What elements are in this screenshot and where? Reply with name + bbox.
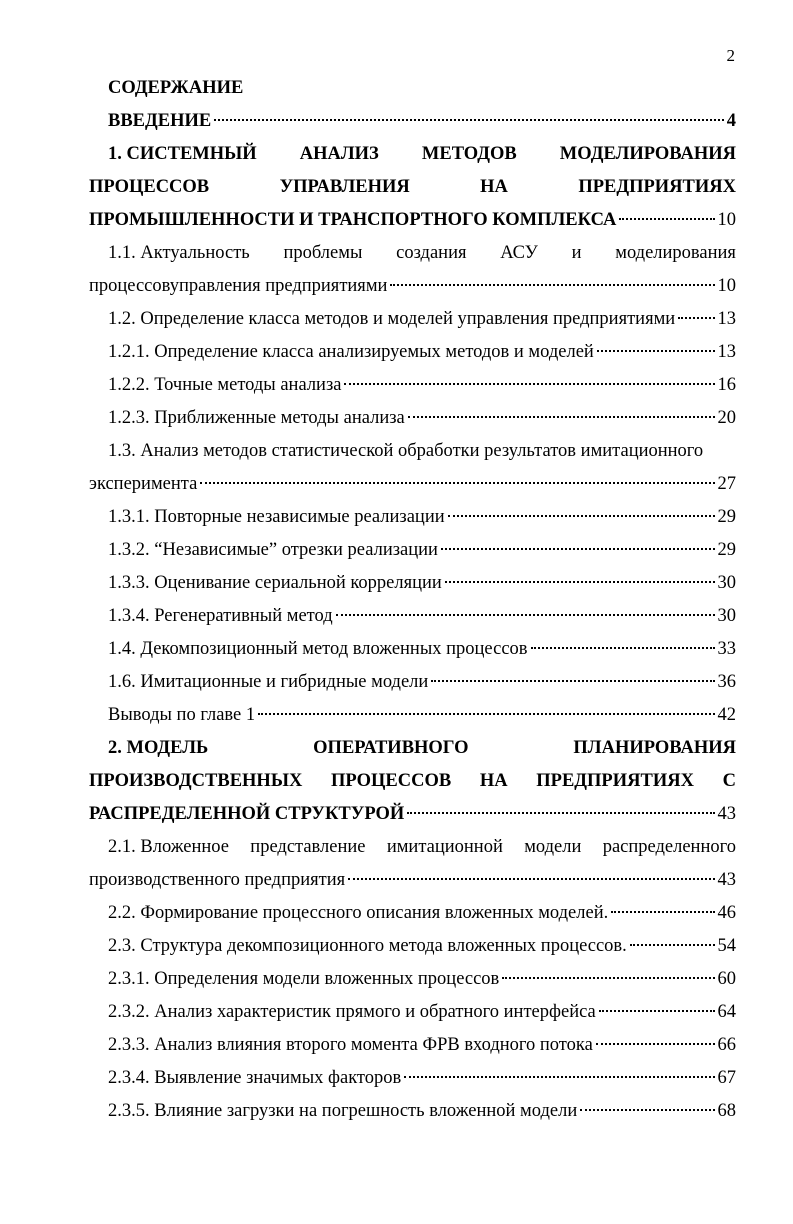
- word: АСУ: [500, 243, 538, 263]
- toc-section-1-2[interactable]: [89, 303, 736, 336]
- toc-section-2-3-1[interactable]: [89, 963, 736, 996]
- dot-leader: [214, 119, 724, 121]
- dot-leader: [597, 350, 715, 352]
- toc-section-2-2[interactable]: [89, 897, 736, 930]
- toc-section-1-3-line-2[interactable]: [89, 468, 736, 501]
- toc-section-2-3-2[interactable]: [89, 996, 736, 1029]
- entry-page: 60: [717, 969, 736, 989]
- toc-chapter-1-line-2[interactable]: [89, 171, 736, 204]
- entry-page: 20: [717, 408, 736, 428]
- word: 2. МОДЕЛЬ: [108, 738, 209, 758]
- toc-section-2-1-line-1[interactable]: [89, 831, 736, 864]
- dot-leader: [407, 812, 714, 814]
- toc-heading: СОДЕРЖАНИЕ: [108, 78, 244, 98]
- entry-title: 2.3.2. Анализ характеристик прямого и обратного интерфейса: [108, 1002, 596, 1022]
- toc-section-2-3-4[interactable]: [89, 1062, 736, 1095]
- dot-leader: [678, 317, 714, 319]
- toc-section-2-3-5[interactable]: [89, 1095, 736, 1128]
- entry-title: 1.4. Декомпозиционный метод вложенных процессов: [108, 639, 528, 659]
- word: АНАЛИЗ: [299, 144, 379, 164]
- word: 2.1. Вложенное: [108, 837, 229, 857]
- toc-section-2-3[interactable]: [89, 930, 736, 963]
- entry-title: 1.2.2. Точные методы анализа: [108, 375, 342, 395]
- dot-leader: [390, 284, 714, 286]
- word: и: [571, 243, 582, 263]
- word: ПРОЦЕССОВ: [89, 177, 210, 197]
- word: ПРОЦЕССОВ: [331, 771, 452, 791]
- toc-section-1-2-1[interactable]: [89, 336, 736, 369]
- entry-page: 29: [717, 507, 736, 527]
- word: представление: [250, 837, 366, 857]
- entry-page: 30: [717, 606, 736, 626]
- entry-page: 13: [717, 342, 736, 362]
- entry-page: 68: [717, 1101, 736, 1121]
- toc-section-2-1-line-2[interactable]: [89, 864, 736, 897]
- word: ПРЕДПРИЯТИЯХ: [536, 771, 694, 791]
- entry-title: 1.3.2. “Независимые” отрезки реализации: [108, 540, 438, 560]
- entry-title: процессовуправления предприятиями: [89, 276, 388, 296]
- dot-leader: [596, 1043, 715, 1045]
- dot-leader: [619, 218, 714, 220]
- toc-section-1-6[interactable]: [89, 666, 736, 699]
- toc-section-1-3-4[interactable]: [89, 600, 736, 633]
- dot-leader: [344, 383, 714, 385]
- toc-section-1-3-3[interactable]: [89, 567, 736, 600]
- entry-title: 2.3.5. Влияние загрузки на погрешность вложенной модели: [108, 1101, 578, 1121]
- toc-section-1-3-line-1[interactable]: 1.3. Анализ методов статистической обработки результатов имитационного: [108, 441, 704, 461]
- word: модели: [524, 837, 582, 857]
- toc-chapter-2-line-2[interactable]: [89, 765, 736, 798]
- toc-section-1-3-1[interactable]: [89, 501, 736, 534]
- table-of-contents: [89, 72, 736, 1128]
- word: УПРАВЛЕНИЯ: [279, 177, 410, 197]
- dot-leader: [336, 614, 715, 616]
- word: МОДЕЛИРОВАНИЯ: [559, 144, 736, 164]
- word: ПРОИЗВОДСТВЕННЫХ: [89, 771, 303, 791]
- word: НА: [480, 177, 508, 197]
- toc-conclusions-chapter-1[interactable]: [89, 699, 736, 732]
- entry-page: 64: [717, 1002, 736, 1022]
- dot-leader: [445, 581, 715, 583]
- toc-section-1-3-2[interactable]: [89, 534, 736, 567]
- toc-entry-introduction[interactable]: [89, 105, 736, 138]
- entry-title: Выводы по главе 1: [108, 705, 256, 725]
- entry-title: 1.3.4. Регенеративный метод: [108, 606, 333, 626]
- entry-page: 67: [717, 1068, 736, 1088]
- entry-page: 27: [717, 474, 736, 494]
- word: С: [722, 771, 736, 791]
- entry-title: 2.3.4. Выявление значимых факторов: [108, 1068, 402, 1088]
- toc-chapter-1-line-3[interactable]: [89, 204, 736, 237]
- dot-leader: [348, 878, 714, 880]
- entry-page: 43: [717, 804, 736, 824]
- entry-title: 1.3.3. Оценивание сериальной корреляции: [108, 573, 442, 593]
- word: моделирования: [615, 243, 736, 263]
- entry-page: 10: [717, 210, 736, 230]
- dot-leader: [580, 1109, 714, 1111]
- entry-title: 2.3. Структура декомпозиционного метода вложенных процессов.: [108, 936, 627, 956]
- entry-page: 43: [717, 870, 736, 890]
- word: проблемы: [283, 243, 363, 263]
- entry-title: производственного предприятия: [89, 870, 346, 890]
- toc-chapter-1-line-1[interactable]: [89, 138, 736, 171]
- dot-leader: [258, 713, 714, 715]
- entry-page: 33: [717, 639, 736, 659]
- dot-leader: [502, 977, 714, 979]
- dot-leader: [531, 647, 715, 649]
- word: распределенного: [602, 837, 736, 857]
- toc-section-1-1-line-2[interactable]: [89, 270, 736, 303]
- entry-page: 54: [717, 936, 736, 956]
- word: МЕТОДОВ: [421, 144, 517, 164]
- dot-leader: [630, 944, 715, 946]
- entry-page: 4: [726, 111, 736, 131]
- entry-page: 10: [717, 276, 736, 296]
- entry-title: 2.3.3. Анализ влияния второго момента ФРВ входного потока: [108, 1035, 593, 1055]
- word: 1. СИСТЕМНЫЙ: [108, 144, 257, 164]
- word: ПРЕДПРИЯТИЯХ: [578, 177, 736, 197]
- dot-leader: [404, 1076, 714, 1078]
- word: имитационной: [386, 837, 503, 857]
- entry-title: 1.2.1. Определение класса анализируемых методов и моделей: [108, 342, 594, 362]
- entry-title: ВВЕДЕНИЕ: [108, 111, 212, 131]
- toc-section-1-2-3[interactable]: [89, 402, 736, 435]
- dot-leader: [599, 1010, 715, 1012]
- word: ОПЕРАТИВНОГО: [313, 738, 469, 758]
- entry-page: 36: [717, 672, 736, 692]
- entry-title: РАСПРЕДЕЛЕННОЙ СТРУКТУРОЙ: [89, 804, 405, 824]
- entry-page: 16: [717, 375, 736, 395]
- entry-title: 1.3.1. Повторные независимые реализации: [108, 507, 445, 527]
- word: ПЛАНИРОВАНИЯ: [573, 738, 736, 758]
- toc-section-2-3-3[interactable]: [89, 1029, 736, 1062]
- entry-title: эксперимента: [89, 474, 198, 494]
- dot-leader: [611, 911, 714, 913]
- entry-page: 13: [717, 309, 736, 329]
- toc-section-1-1-line-1[interactable]: [89, 237, 736, 270]
- entry-page: 66: [717, 1035, 736, 1055]
- word: создания: [396, 243, 467, 263]
- dot-leader: [408, 416, 715, 418]
- entry-title: 1.6. Имитационные и гибридные модели: [108, 672, 429, 692]
- entry-page: 42: [717, 705, 736, 725]
- word: 1.1. Актуальность: [108, 243, 250, 263]
- dot-leader: [441, 548, 715, 550]
- entry-title: 1.2.3. Приближенные методы анализа: [108, 408, 405, 428]
- word: НА: [479, 771, 508, 791]
- entry-page: 30: [717, 573, 736, 593]
- toc-chapter-2-line-1[interactable]: [89, 732, 736, 765]
- entry-title: 1.2. Определение класса методов и моделей управления предприятиями: [108, 309, 676, 329]
- toc-section-1-4[interactable]: [89, 633, 736, 666]
- entry-page: 29: [717, 540, 736, 560]
- dot-leader: [448, 515, 715, 517]
- toc-section-1-2-2[interactable]: [89, 369, 736, 402]
- entry-title: 2.3.1. Определения модели вложенных процессов: [108, 969, 500, 989]
- dot-leader: [431, 680, 714, 682]
- entry-page: 46: [717, 903, 736, 923]
- entry-title: ПРОМЫШЛЕННОСТИ И ТРАНСПОРТНОГО КОМПЛЕКСА: [89, 210, 617, 230]
- dot-leader: [200, 482, 714, 484]
- entry-title: 2.2. Формирование процессного описания вложенных моделей.: [108, 903, 609, 923]
- page-number: 2: [726, 46, 735, 65]
- toc-chapter-2-line-3[interactable]: [89, 798, 736, 831]
